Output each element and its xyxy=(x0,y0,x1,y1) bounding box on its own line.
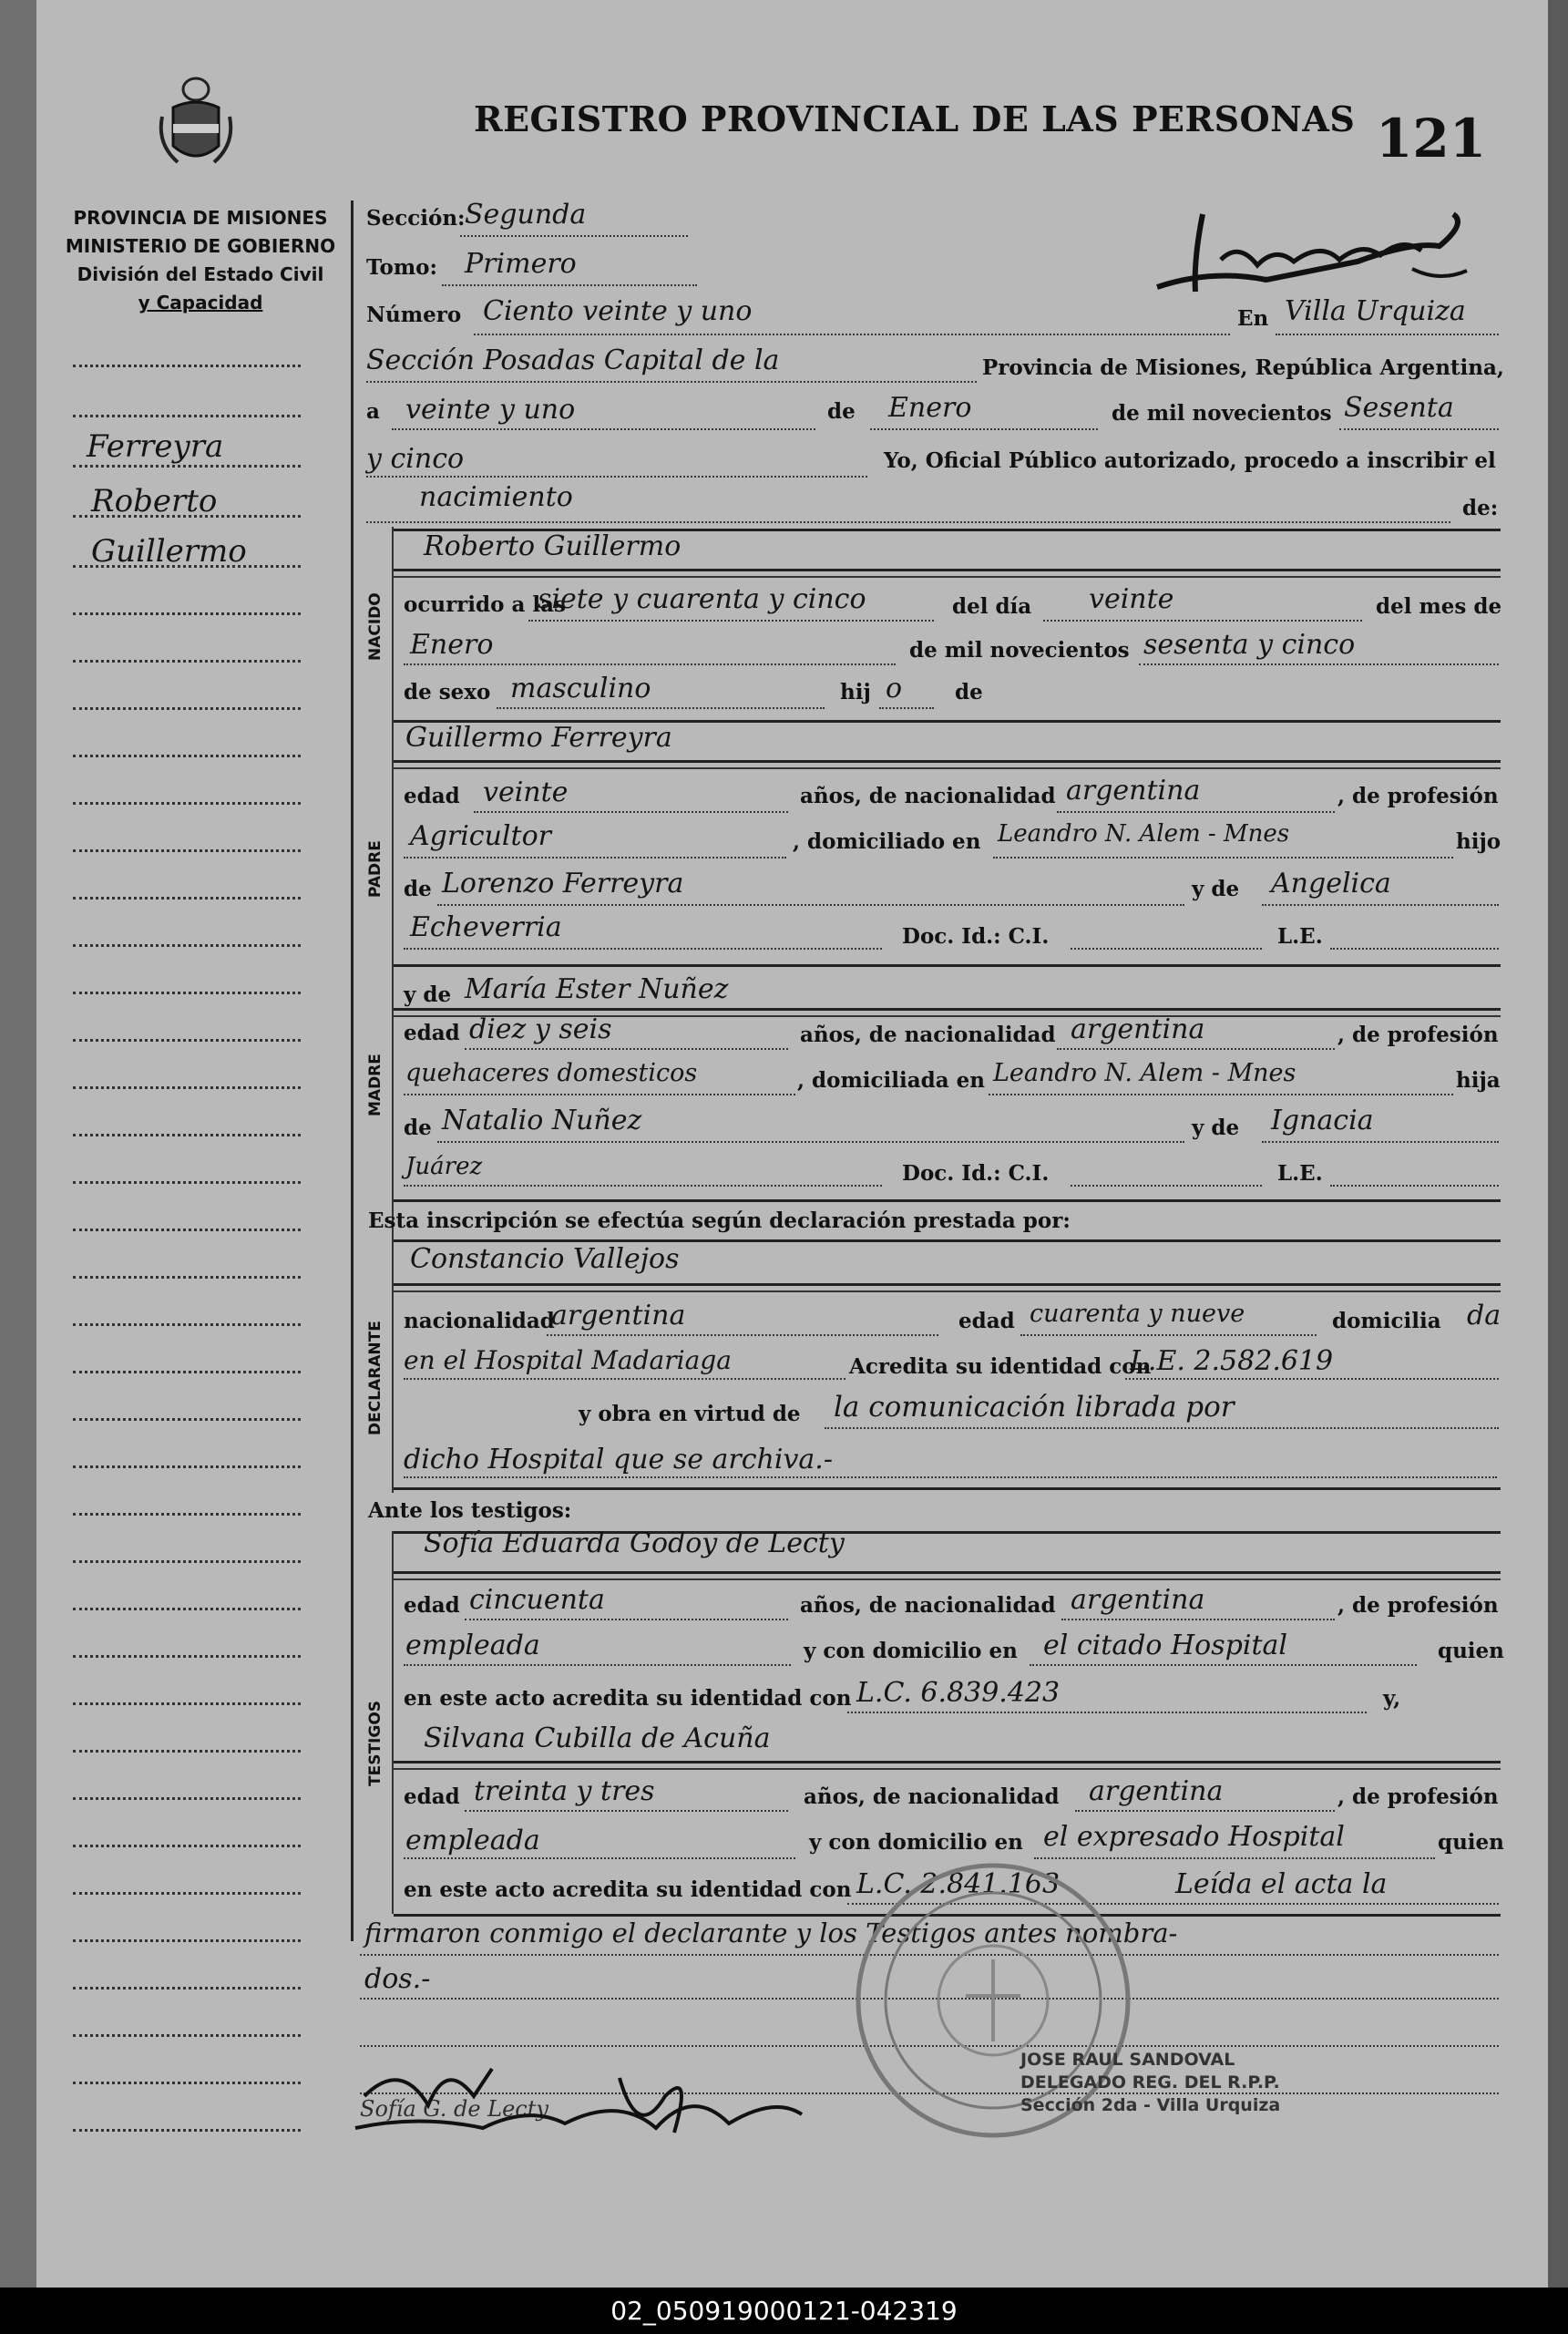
cierre-1: Leída el acta la xyxy=(1175,1868,1388,1900)
madre-nombre: María Ester Nuñez xyxy=(465,973,729,1005)
padre-nac-label: años, de nacionalidad xyxy=(800,784,1056,808)
a-label: a xyxy=(366,399,380,424)
office-line: MINISTERIO DE GOBIERNO xyxy=(65,235,336,257)
declarante-obra-value: la comunicación librada por xyxy=(834,1391,1235,1424)
seccion-value: Segunda xyxy=(465,199,587,231)
anio-value-n: sesenta y cinco xyxy=(1143,629,1356,661)
office-line: y Capacidad xyxy=(138,292,263,314)
en-label: En xyxy=(1237,306,1269,331)
testigo-nac-label: años, de nacionalidad xyxy=(800,1593,1056,1618)
hij-label: hij xyxy=(840,680,871,704)
testigo-dom-label: y con domicilio en xyxy=(804,1639,1018,1663)
testigo2-edad-label: edad xyxy=(404,1784,460,1809)
officer-block xyxy=(1020,2049,1280,2117)
padre-abuela: Angelica xyxy=(1271,868,1391,900)
mil-label: de mil novecientos xyxy=(1112,401,1332,426)
testigo2-prof: empleada xyxy=(405,1825,540,1856)
madre-de-label: de xyxy=(404,1116,432,1140)
testigo-acredita-label: en este acto acredita su identidad con xyxy=(404,1686,852,1711)
provincia-text: Provincia de Misiones, República Argentina, xyxy=(982,355,1504,380)
oficial-text: Yo, Oficial Público autorizado, procedo a inscribir el xyxy=(884,448,1496,473)
madre-dom-value: Leandro N. Alem - Mnes xyxy=(993,1059,1296,1087)
section-nacido: NACIDO xyxy=(366,592,384,661)
coat-of-arms-icon xyxy=(155,71,237,176)
page-number: 121 xyxy=(1376,108,1487,170)
declarante-dom-value: da xyxy=(1467,1300,1501,1332)
testigo2-nac: argentina xyxy=(1089,1775,1224,1807)
ocurrido-label: ocurrido a las xyxy=(404,592,566,617)
testigo-prof-label: , de profesión xyxy=(1337,1593,1499,1618)
padre-prof-label: , de profesión xyxy=(1337,784,1499,808)
margin-surname: Ferreyra xyxy=(87,428,224,465)
padre-hijo-label: hijo xyxy=(1456,829,1501,854)
padre-nac-value: argentina xyxy=(1066,775,1201,807)
margin-name-1: Roberto xyxy=(91,483,218,519)
padre-prof-value: Agricultor xyxy=(410,820,551,852)
madre-prof-value: quehaceres domesticos xyxy=(405,1059,698,1087)
section-declarante: DECLARANTE xyxy=(366,1321,384,1435)
padre-dom-value: Leandro N. Alem - Mnes xyxy=(998,820,1290,848)
madre-prof-label: , de profesión xyxy=(1337,1023,1499,1047)
page-title: REGISTRO PROVINCIAL DE LAS PERSONAS xyxy=(474,98,1356,139)
madre-edad-label: edad xyxy=(404,1021,460,1045)
dia-value: veinte y uno xyxy=(405,394,576,426)
officer-title: DELEGADO REG. DEL R.P.P. xyxy=(1020,2072,1280,2092)
sexo-value: masculino xyxy=(510,673,651,704)
sexo-label: de sexo xyxy=(404,680,491,704)
testigo-quien-label: quien xyxy=(1438,1639,1504,1663)
declarante-doc-value: L.E. 2.582.619 xyxy=(1130,1345,1334,1377)
testigo1-nombre: Sofía Eduarda Godoy de Lecty xyxy=(424,1527,845,1559)
declarante-obra-value-2: dicho Hospital que se archiva.- xyxy=(404,1444,833,1475)
inscripto-annotation xyxy=(1139,205,1485,305)
declarante-acredita-label: Acredita su identidad con xyxy=(849,1354,1152,1379)
acto-value: nacimiento xyxy=(419,481,573,513)
testigo1-nac: argentina xyxy=(1071,1584,1205,1616)
numero-label: Número xyxy=(366,303,462,327)
margin-divider xyxy=(351,200,354,1941)
declarante-nac-label: nacionalidad xyxy=(404,1309,555,1333)
office-line: División del Estado Civil xyxy=(77,263,324,285)
anio-value-2: y cinco xyxy=(366,443,465,475)
testigo-edad-label: edad xyxy=(404,1593,460,1618)
testigo1-dom: el citado Hospital xyxy=(1043,1630,1287,1661)
declarante-nombre: Constancio Vallejos xyxy=(410,1243,680,1275)
madre-dom-label: , domiciliada en xyxy=(797,1068,985,1093)
anio-value: Sesenta xyxy=(1344,392,1454,424)
madre-abuela-2: Juárez xyxy=(405,1153,483,1180)
binding-edge xyxy=(0,0,36,2288)
testigo2-dom-label: y con domicilio en xyxy=(809,1830,1023,1855)
nacido-nombre: Roberto Guillermo xyxy=(424,530,682,562)
madre-nac-value: argentina xyxy=(1071,1013,1205,1045)
file-id: 02_050919000121-042319 xyxy=(610,2296,958,2326)
padre-yde-label: y de xyxy=(1192,877,1240,901)
testigo2-quien-label: quien xyxy=(1438,1830,1504,1855)
officer-section: Sección 2da - Villa Urquiza xyxy=(1020,2095,1281,2115)
testigo2-nombre: Silvana Cubilla de Acuña xyxy=(424,1722,771,1754)
officer-name: JOSE RAUL SANDOVAL xyxy=(1020,2050,1235,2070)
testigos-intro: Ante los testigos: xyxy=(368,1498,572,1523)
testigo1-edad: cincuenta xyxy=(469,1584,605,1616)
padre-de-label: de xyxy=(404,877,432,901)
testigo2-doc: L.C. 2.841.163 xyxy=(856,1868,1061,1900)
section-madre: MADRE xyxy=(366,1054,384,1116)
de-end: de: xyxy=(1462,496,1499,520)
testigo2-prof-label: , de profesión xyxy=(1337,1784,1499,1809)
testigo1-doc: L.C. 6.839.423 xyxy=(856,1677,1061,1709)
padre-edad-value: veinte xyxy=(483,776,569,808)
declarante-intro: Esta inscripción se efectúa según declaración prestada por: xyxy=(368,1208,1071,1233)
declarante-edad-label: edad xyxy=(958,1309,1015,1333)
testigo-y-label: y, xyxy=(1383,1686,1401,1711)
seccion-line: Sección Posadas Capital de la xyxy=(366,344,780,376)
madre-nac-label: años, de nacionalidad xyxy=(800,1023,1056,1047)
de-label: de xyxy=(827,399,856,424)
madre-le-label: L.E. xyxy=(1277,1161,1323,1186)
cierre-2: firmaron conmigo el declarante y los Testigos antes nombra- xyxy=(364,1918,1178,1948)
padre-abuelo: Lorenzo Ferreyra xyxy=(442,868,684,900)
declarante-nac-value: argentina xyxy=(551,1300,686,1332)
section-padre: PADRE xyxy=(366,840,384,898)
declarante-en-value: en el Hospital Madariaga xyxy=(404,1345,732,1375)
padre-abuela-2: Echeverria xyxy=(410,911,562,943)
padre-dom-label: , domiciliado en xyxy=(793,829,981,854)
del-mes-label: del mes de xyxy=(1376,594,1502,619)
margin-name-2: Guillermo xyxy=(91,533,247,570)
hora-value: siete y cuarenta y cinco xyxy=(538,583,866,615)
de-label-n: de xyxy=(955,680,983,704)
testigo2-dom: el expresado Hospital xyxy=(1043,1821,1345,1853)
seccion-label: Sección: xyxy=(366,206,466,231)
testigo1-prof: empleada xyxy=(405,1630,540,1661)
mes-value-n: Enero xyxy=(410,629,494,661)
mil-label-n: de mil novecientos xyxy=(909,638,1130,663)
tomo-value: Primero xyxy=(465,248,577,280)
section-testigos: TESTIGOS xyxy=(366,1700,384,1786)
signer-1: Sofía G. de Lecty xyxy=(360,2096,548,2122)
del-dia-label: del día xyxy=(952,594,1032,619)
mes-value: Enero xyxy=(888,392,972,424)
padre-le-label: L.E. xyxy=(1277,924,1323,949)
declarante-dom-label: domicilia xyxy=(1332,1309,1441,1333)
padre-doc-label: Doc. Id.: C.I. xyxy=(902,924,1050,949)
file-id-bar xyxy=(0,2288,1568,2334)
cierre-3: dos.- xyxy=(364,1963,431,1995)
padre-nombre: Guillermo Ferreyra xyxy=(405,722,672,754)
en-value: Villa Urquiza xyxy=(1285,295,1466,327)
testigo2-acredita-label: en este acto acredita su identidad con xyxy=(404,1877,852,1902)
madre-doc-label: Doc. Id.: C.I. xyxy=(902,1161,1050,1186)
page-edge xyxy=(1548,0,1568,2288)
declarante-obra-label: y obra en virtud de xyxy=(579,1402,801,1426)
testigo2-nac-label: años, de nacionalidad xyxy=(804,1784,1060,1809)
madre-hija-label: hija xyxy=(1456,1068,1501,1093)
madre-yde2-label: y de xyxy=(1192,1116,1240,1140)
padre-edad-label: edad xyxy=(404,784,460,808)
issuing-office xyxy=(55,204,346,317)
office-line: PROVINCIA DE MISIONES xyxy=(73,207,328,229)
madre-yde-label: y de xyxy=(404,982,452,1007)
tomo-label: Tomo: xyxy=(366,255,437,280)
dia-value-n: veinte xyxy=(1089,583,1174,615)
madre-abuelo: Natalio Nuñez xyxy=(442,1105,642,1136)
testigo2-edad: treinta y tres xyxy=(474,1775,655,1807)
madre-edad-value: diez y seis xyxy=(469,1013,612,1045)
madre-abuela: Ignacia xyxy=(1271,1105,1374,1136)
numero-value: Ciento veinte y uno xyxy=(483,295,753,327)
declarante-edad-value: cuarenta y nueve xyxy=(1030,1300,1245,1328)
hij-value: o xyxy=(886,673,903,704)
